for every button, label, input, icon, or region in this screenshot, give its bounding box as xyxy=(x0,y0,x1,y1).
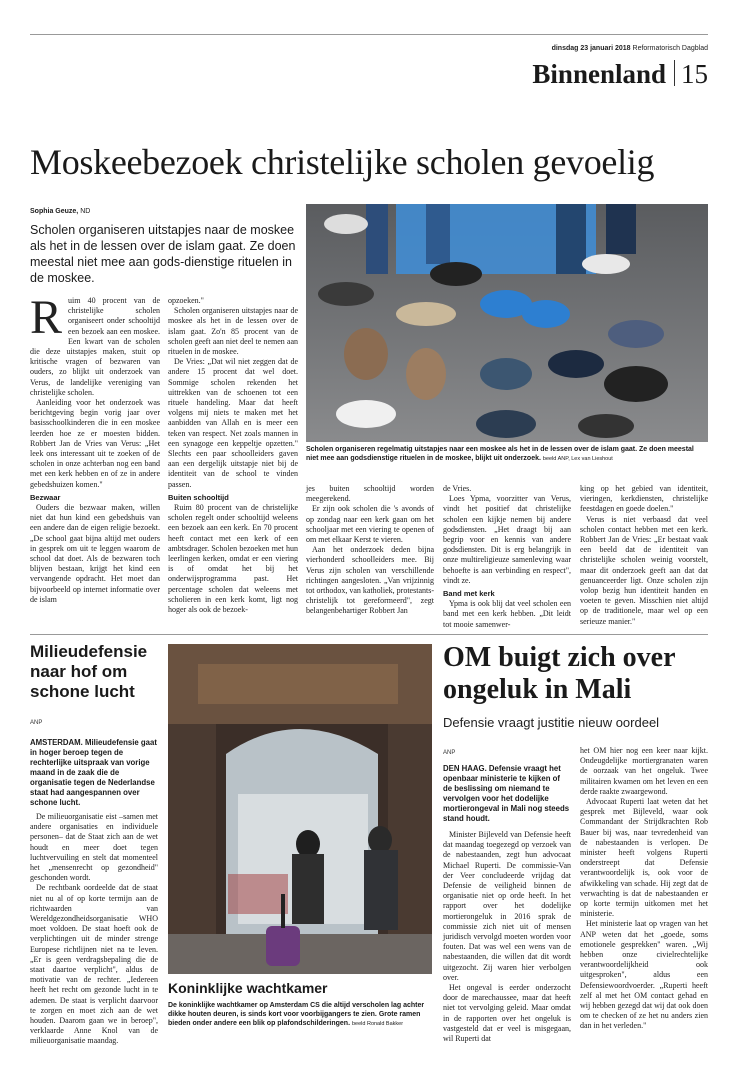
caption-text: Scholen organiseren regelmatig uitstapjes naar een moskee als het in de lessen over de islam gaat. Ze doen meestal niet mee aan godsdienstige rituelen in de moskee, blijkt uit onderzoek. xyxy=(306,446,694,462)
paragraph: Ruim 80 procent van de christelijke scholen regelt onder schooltijd weleens een bezoek aan een kerk. En 70 procent heeft contact met een kerk of een ambtsdrager. Scholen bezoeken met hun leerlingen kerken, omdat er een viering is of omdat het bij het onderwijsprogramma past. Het percentage scholen dat weleens met scholieren in een kerk komt, ligt nog hoger als ook de bezoek- xyxy=(168,503,298,615)
paragraph: uim 40 procent van de christelijke scholen organiseert onder schooltijd een bezoek aan een moskee. Een kwart van de scholen die deze uitstapjes maken, stuit op kritische vragen of bezwaren van ouders, zo blijkt uit onderzoek van Verus, de landelijke vereniging van christelijke scholen. xyxy=(30,296,160,397)
wachtkamer-caption xyxy=(168,1001,432,1029)
date: dinsdag 23 januari 2018 xyxy=(551,45,631,52)
main-col-1 xyxy=(30,291,160,605)
om-col-1 xyxy=(443,830,571,1044)
paragraph: king op het gebied van identiteit, vieringen, kerkdiensten, christelijke feestdagen en goede doelen." xyxy=(580,484,708,514)
subheading: Band met kerk xyxy=(443,589,495,599)
paper-name: Reformatorisch Dagblad xyxy=(632,45,708,52)
paragraph: Het ministerie laat op vragen van het ANP weten dat het „goede, soms emotionele gesprekken" waren. „Wij hebben onze civielrechtelijke verantwoordelijkheid ook uitgesproken", aldus een Defensiewoordvoerder. „Ruperti heeft zelf al met het OM contact gehad en wij hebben gezegd dat wij dat ook doen om te checken of ze het nu anders zien dan in het verleden." xyxy=(580,919,708,1031)
section-name: Binnenland xyxy=(532,59,666,89)
paragraph: Ouders die bezwaar maken, willen niet dat hun kind een gebedshuis van een andere dan de eigen religie bezoekt. „De school gaat bijna altijd met ouders in gesprek om uit te leggen waarom de school dat doet. Als de bezwaren toch blijven bestaan, krijgt het kind een vervangende opdracht. Het moet dan bijvoorbeeld op internet informatie over de islam xyxy=(30,503,160,604)
om-agency: ANP xyxy=(443,750,456,756)
main-headline: Moskeebezoek christelijke scholen gevoelig xyxy=(30,142,655,182)
top-rule xyxy=(30,34,708,35)
paragraph: Loes Ypma, voorzitter van Verus, vindt het positief dat christelijke scholen een kijkje nemen bij andere godsdiensten. „Het draagt bij aan begrip voor en kennis van andere godsdiensten. Dit is erg belangrijk in onze multireligieuze samenleving waar behoefte is aan verbinding en respect", vindt ze. xyxy=(443,494,571,585)
page-number: 15 xyxy=(681,59,708,89)
paragraph: opzoeken." xyxy=(168,296,204,305)
subheading: Bezwaar xyxy=(30,492,61,502)
author-place: ND xyxy=(80,208,91,215)
paragraph: de Vries. xyxy=(443,484,472,493)
paragraph: Aan het onderzoek deden bijna vierhonderd schoolleiders mee. Bij Verus zijn scholen van verschillende richtingen aangesloten. „Van vrijzinnig tot orthodox, van katholiek, protestants-christelijk tot gereformeerd", zegt belangenbehartiger Robbert Jan xyxy=(306,545,434,616)
wachtkamer-title: Koninklijke wachtkamer xyxy=(168,980,328,996)
section-header xyxy=(532,58,708,90)
section-divider xyxy=(30,634,708,635)
milieu-lead: AMSTERDAM. Milieudefensie gaat in hoger beroep tegen de rechterlijke uitspraak van vorige maand in de zaak die de organisatie tegen de Nederlandse staat had aangespannen over schone lucht. xyxy=(30,738,157,807)
paragraph: De Vries: „Dat wil niet zeggen dat de andere 15 procent dat wel doet. Sommige scholen rekenden het uittrekken van de schoenen tot een rituele handeling. Maar dat heeft volgens mij niets te maken met het aanbidden van Allah en is meer een teken van respect. Net zoals mannen in een synagoge een keppeltje opzetten." Slechts een paar schoolleiders gaven aan een dergelijk uitstapje niet bij de identiteit van de school te vinden passen. xyxy=(168,357,298,489)
paragraph: Het ongeval is eerder onderzocht door de marechaussee, maar dat heeft niet tot vervolging geleid. Maar omdat in de rapporten over het ongeluk is vastgesteld dat er veel is misgegaan, wil Ruperti dat xyxy=(443,983,571,1044)
paragraph: het OM hier nog een keer naar kijkt. Ondeugdelijke mortiergranaten waren de oorzaak van het ongeluk. Twee militairen kwamen om het leven en een derde raakte zwaargewond. xyxy=(580,746,708,796)
milieu-agency: ANP xyxy=(30,720,43,726)
dateline xyxy=(552,45,708,52)
wachtkamer-photo xyxy=(168,644,432,974)
caption-text: De koninklijke wachtkamer op Amsterdam CS die altijd verscholen lag achter dikke houten deuren, is sinds kort voor voorbijgangers te zien. Grote ramen bieden onder andere een blik op plafondschilderingen. xyxy=(168,1002,425,1027)
paragraph: Er zijn ook scholen die 's avonds of op zondag naar een kerk gaan om het schooljaar met een viering te openen of om met elkaar Kerst te vieren. xyxy=(306,504,434,545)
paragraph: jes buiten schooltijd worden meegerekend. xyxy=(306,484,434,504)
paragraph: Ypma is ook blij dat veel scholen een band met een kerk hebben. „Dit leidt tot mooie samenwer- xyxy=(443,599,571,629)
main-col-3 xyxy=(306,484,434,617)
paragraph: De milieuorganisatie eist –samen met andere organisaties en individuele personen– dat de Staat zich aan de wet houdt en meer doet tegen luchtvervuiling en stelt dat momenteel het „mensenrecht op gezondheid" geschonden wordt. xyxy=(30,812,158,883)
photo-credit: beeld Ronald Bakker xyxy=(351,1021,404,1027)
main-col-4 xyxy=(443,484,571,630)
om-lead: DEN HAAG. Defensie vraagt het openbaar ministerie te kijken of de beslissing om niemand te vervolgen voor het dodelijke mortierongeval in Mali nog steeds stand houdt. xyxy=(443,764,570,823)
main-col-5 xyxy=(580,484,708,627)
main-lead: Scholen organiseren uitstapjes naar de moskee als het in de lessen over de islam gaat. Ze doen meestal niet mee aan gods-dienstige rituelen in de moskee. xyxy=(30,223,296,285)
doorway-illustration xyxy=(168,644,432,974)
om-headline: OM buigt zich over ongeluk in Mali xyxy=(443,642,676,705)
milieu-body xyxy=(30,812,158,1047)
main-col-2 xyxy=(168,296,298,615)
om-subheadline: Defensie vraagt justitie nieuw oordeel xyxy=(443,715,660,730)
om-col-2 xyxy=(580,746,708,1032)
photo-credit: beeld ANP, Lex van Lieshout xyxy=(542,456,613,462)
milieu-headline: Milieudefensie naar hof om schone lucht xyxy=(30,642,148,701)
paragraph: Advocaat Ruperti laat weten dat het gesprek met Bijleveld, waar ook Commandant der Strijdkrachten Rob Bauer bij was, naar tevredenheid van de nabestaanden is verlopen. De minister heeft volgens Ruperti onderstreept dat Defensie verantwoordelijk is, ook voor de afwikkeling van schade. Hij zegt dat de verwachting is dat de nabestaanden er op korte termijn uitkomen met het ministerie. xyxy=(580,797,708,919)
paragraph: Aanleiding voor het onderzoek was berichtgeving begin vorig jaar over basisschoolkinderen die in een moskee leerden hoe ze er moesten bidden. Robbert Jan de Vries van Verus: „Het leek ons interessant uit te zoeken of de scholen in onze achterban nog een band met een kerk hebben en of ze in andere gebedshuizen komen." xyxy=(30,398,160,489)
dropcap: R xyxy=(30,291,63,344)
author: Sophia Geuze, xyxy=(30,208,79,215)
shoes-photo xyxy=(306,204,708,442)
paragraph: Scholen organiseren uitstapjes naar de moskee als het in de lessen over de islam gaat. Zo'n 85 procent van de scholen geeft aan niet deel te nemen aan rituelen in de moskee. xyxy=(168,306,298,357)
subheading: Buiten schooltijd xyxy=(168,492,229,502)
paragraph: Minister Bijleveld van Defensie heeft dat maandag toegezegd op verzoek van de nabestaanden, zegt hun advocaat Michael Ruperti. De commissie-Van der Veer concludeerde vrijdag dat Defensie de veiligheid binnen de organisatie niet op orde heeft. In het rapport over het dodelijke mortierongeluk in 2016 sprak de commissie zich niet uit of mensen juridisch vervolgd moeten worden voor fouten. Dat was wel een wens van de nabestaanden, die willen dat dit wordt uitgezocht. Zij waren hier verbolgen over. xyxy=(443,830,571,982)
shoes-illustration xyxy=(306,204,708,442)
shoes-caption xyxy=(306,445,708,464)
paragraph: Verus is niet verbaasd dat veel scholen contact hebben met een kerk. Robbert Jan de Vries: „Er bestaat vaak een beeld dat de identiteit van christelijke scholen weinig voorstelt, maar dit onderzoek geeft aan dat dat genuanceerder ligt. Onze scholen zijn volop bezig hun identiteit handen en voeten te geven. Misschien niet altijd op de traditionele, maar wel op een serieuze manier." xyxy=(580,514,708,626)
byline xyxy=(30,208,90,215)
paragraph: De rechtbank oordeelde dat de staat niet nu al of op korte termijn aan de richtwaarden van Wereldgezondheidsorganisatie WHO moet voldoen. De staat hoeft ook de verplichtingen uit de minder strenge Europese richtlijnen niet na te leven. „Er is geen verdragsbepaling die de staat daartoe verplicht", aldus de motivatie van de rechter. „Iedereen heeft het recht om gezonde lucht in te ademen. De staat is verplicht daarvoor te zorgen en moet zich aan de wet houden. Daarom gaan we in beroep", verklaarde Anne Knol van de milieuorganisatie maandag. xyxy=(30,883,158,1046)
